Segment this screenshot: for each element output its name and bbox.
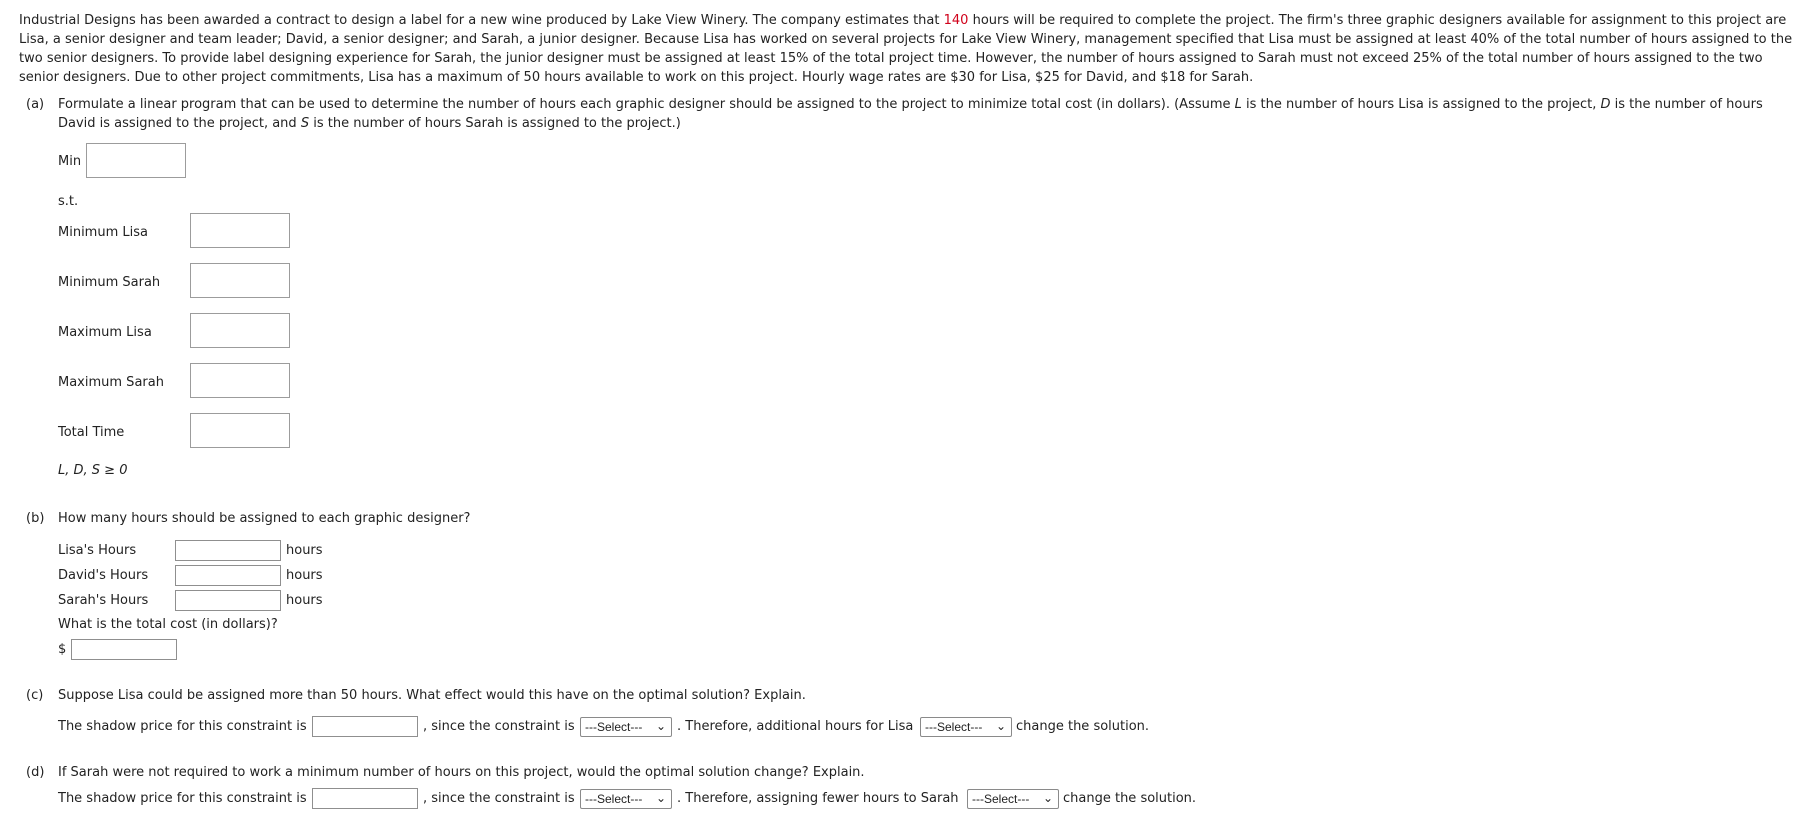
chevron-down-icon: ⌄ (1042, 791, 1053, 805)
part-c-constraint-select[interactable] (580, 717, 672, 737)
problem-statement (19, 11, 1794, 87)
hours-value: 140 (943, 13, 969, 28)
objective-input[interactable] (86, 143, 186, 178)
sarah-hours-input[interactable] (175, 590, 281, 611)
david-hours-input[interactable] (175, 565, 281, 586)
part-c-letter: (c) (26, 688, 44, 703)
chevron-down-icon: ⌄ (655, 719, 666, 733)
part-c-effect-select[interactable] (920, 717, 1012, 737)
chevron-down-icon: ⌄ (655, 791, 666, 805)
total-cost-input[interactable] (71, 639, 177, 660)
david-hours-unit: hours (286, 568, 323, 583)
constraint-input-total-time[interactable] (190, 413, 290, 448)
part-c-change-text: change the solution. (1016, 719, 1150, 734)
part-d-effect-select-value: ---Select--- (972, 792, 1030, 806)
lisa-hours-label: Lisa's Hours (58, 543, 137, 558)
intro-text-1: Industrial Designs has been awarded a contract to design a label for a new wine produced by Lake View Winery. The company estimates that (19, 13, 944, 28)
part-a-question: Formulate a linear program that can be used to determine the number of hours each graphic designer should be assigned to the project to minimize total cost (in dollars). (Assume L is the number of hours Lisa is assigned to the project, D is the number of hours David is assigned to the project, and S is the number of hours Sarah is assigned to the project.) (58, 97, 1763, 131)
part-d-constraint-select[interactable] (580, 789, 672, 809)
lisa-hours-unit: hours (286, 543, 323, 558)
part-b-question: How many hours should be assigned to each graphic designer? (58, 511, 471, 526)
constraint-label-total-time: Total Time (58, 425, 125, 440)
nonnegativity-constraint: L, D, S ≥ 0 (58, 463, 128, 478)
total-cost-question: What is the total cost (in dollars)? (58, 617, 278, 632)
part-c-since-text: , since the constraint is (423, 719, 575, 734)
part-d-therefore-text: . Therefore, assigning fewer hours to Sarah (677, 791, 959, 806)
part-c-constraint-select-value: ---Select--- (585, 720, 643, 734)
part-d-constraint-select-value: ---Select--- (585, 792, 643, 806)
min-label: Min (58, 154, 82, 169)
constraint-label-minimum-lisa: Minimum Lisa (58, 225, 148, 240)
part-c-question: Suppose Lisa could be assigned more than 50 hours. What effect would this have on the optimal solution? Explain. (58, 688, 806, 703)
part-a-letter: (a) (26, 97, 45, 112)
sarah-hours-label: Sarah's Hours (58, 593, 149, 608)
part-c-effect-select-value: ---Select--- (925, 720, 983, 734)
part-d-since-text: , since the constraint is (423, 791, 575, 806)
part-d-shadow-text: The shadow price for this constraint is (58, 791, 307, 806)
dollar-sign: $ (58, 642, 67, 657)
intro-text-2: hours will be required to complete the project. The firm's three graphic designers available for assignment to this project are Lisa, a senior designer and team leader; David, a senior designer; and Sarah, a junior designer. Because Lisa has worked on several projects for Lake View Winery, management specified that Lisa must be assigned at least 40% of the total number of hours assigned to the two senior designers. To provide label designing experience for Sarah, the junior designer must be assigned at least 15% of the total project time. However, the number of hours assigned to Sarah must not exceed 25% of the total number of hours assigned to the two senior designers. Due to other project commitments, Lisa has a maximum of 50 hours available to work on this project. Hourly wage rates are $30 for Lisa, $25 for David, and $18 for Sarah. (19, 13, 1793, 85)
sarah-hours-unit: hours (286, 593, 323, 608)
part-d-change-text: change the solution. (1063, 791, 1197, 806)
constraint-input-minimum-lisa[interactable] (190, 213, 290, 248)
part-c-shadow-text: The shadow price for this constraint is (58, 719, 307, 734)
chevron-down-icon: ⌄ (995, 719, 1006, 733)
part-c-shadow-price-input[interactable] (312, 716, 418, 737)
part-c-therefore-text: . Therefore, additional hours for Lisa (677, 719, 914, 734)
constraint-label-maximum-sarah: Maximum Sarah (58, 375, 164, 390)
part-d-effect-select[interactable] (967, 789, 1059, 809)
constraint-input-maximum-sarah[interactable] (190, 363, 290, 398)
constraint-input-minimum-sarah[interactable] (190, 263, 290, 298)
part-d-question: If Sarah were not required to work a minimum number of hours on this project, would the optimal solution change? Explain. (58, 765, 865, 780)
david-hours-label: David's Hours (58, 568, 149, 583)
lisa-hours-input[interactable] (175, 540, 281, 561)
part-b-letter: (b) (26, 511, 45, 526)
part-d-letter: (d) (26, 765, 45, 780)
st-label: s.t. (58, 194, 79, 209)
part-d-shadow-price-input[interactable] (312, 788, 418, 809)
constraint-label-maximum-lisa: Maximum Lisa (58, 325, 152, 340)
constraint-label-minimum-sarah: Minimum Sarah (58, 275, 161, 290)
constraint-input-maximum-lisa[interactable] (190, 313, 290, 348)
